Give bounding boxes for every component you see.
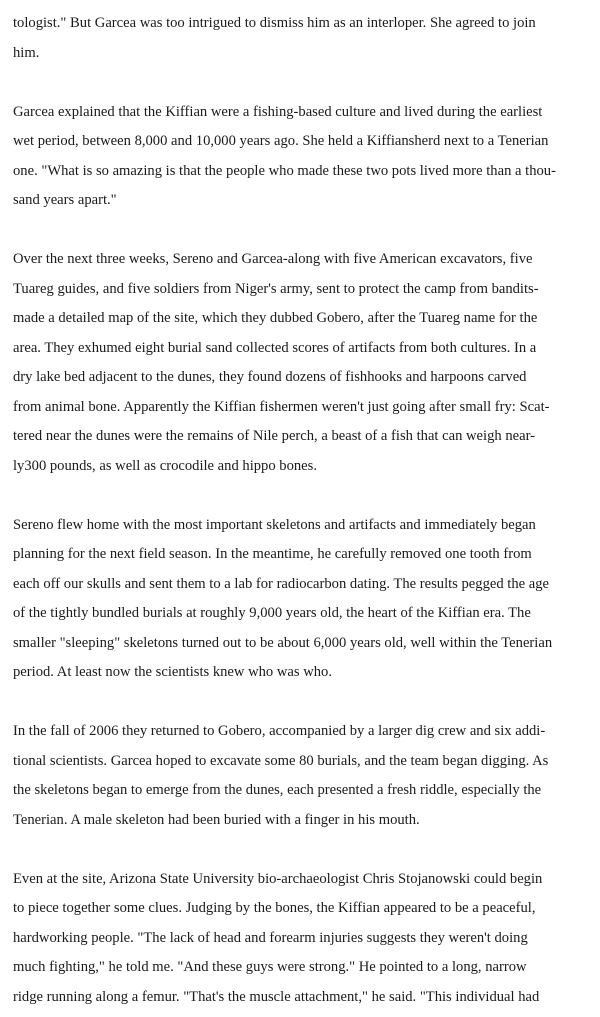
text-line: tered near the dunes were the remains of Nile perch, a beast of a fish that can weigh near- (13, 428, 536, 444)
text-line: from animal bone. Apparently the Kiffian fishermen weren't just going after small fry: Scat- (13, 398, 550, 415)
text-line: to piece together some clues. Judging by the bones, the Kiffian appeared to be a peaceful, (13, 900, 536, 916)
text-line: period. At least now the scientists knew who was who. (13, 664, 332, 680)
text-line: the skeletons began to emerge from the dunes, each presented a fresh riddle, especially the (13, 782, 542, 798)
text-line: Tuareg guides, and five soldiers from Niger's army, sent to protect the camp from bandits- (13, 280, 539, 297)
text-line: wet period, between 8,000 and 10,000 years ago. She held a Kiffiansherd next to a Tenerian (13, 133, 549, 149)
text-line: hardworking people. "The lack of head and forearm injuries suggests they weren't doing (13, 929, 528, 946)
paragraph-6 (13, 865, 595, 1013)
paragraph-2 (13, 98, 595, 216)
text-line: one. "What is so amazing is that the people who made these two pots lived more than a thou- (13, 162, 556, 179)
text-line: Garcea explained that the Kiffian were a fishing-based culture and lived during the earliest (13, 103, 543, 120)
text-line: area. They exhumed eight burial sand collected scores of artifacts from both cultures. In a (13, 339, 537, 356)
text-line: ridge running along a femur. "That's the muscle attachment," he said. "This individual had (13, 988, 540, 1005)
document-page (13, 9, 595, 1012)
paragraph-3 (13, 245, 595, 481)
text-line: of the tightly bundled burials at roughly 9,000 years old, the heart of the Kiffian era. The (13, 605, 531, 621)
paragraph-1 (13, 9, 595, 68)
text-line: much fighting," he told me. "And these guys were strong." He pointed to a long, narrow (13, 959, 527, 975)
text-line: Over the next three weeks, Sereno and Garcea-along with five American excavators, five (13, 251, 533, 267)
text-line: him. (13, 44, 40, 61)
text-line: tional scientists. Garcea hoped to excavate some 80 burials, and the team began digging. As (13, 752, 549, 769)
text-line: planning for the next field season. In the meantime, he carefully removed one tooth from (13, 546, 532, 562)
text-line: ly300 pounds, as well as crocodile and hippo bones. (13, 457, 317, 474)
paragraph-5 (13, 717, 595, 835)
text-line: In the fall of 2006 they returned to Gobero, accompanied by a larger dig crew and six addi- (13, 723, 546, 739)
text-line: tologist." But Garcea was too intrigued to dismiss him as an interloper. She agreed to join (13, 15, 536, 31)
text-line: made a detailed map of the site, which they dubbed Gobero, after the Tuareg name for the (13, 310, 538, 326)
text-line: dry lake bed adjacent to the dunes, they found dozens of fishhooks and harpoons carved (13, 369, 527, 385)
text-line: Sereno flew home with the most important skeletons and artifacts and immediately began (13, 516, 536, 533)
text-line: smaller "sleeping" skeletons turned out to be about 6,000 years old, well within the Tenerian (13, 634, 553, 651)
text-line: Tenerian. A male skeleton had been buried with a finger in his mouth. (13, 811, 420, 828)
text-line: each off our skulls and sent them to a lab for radiocarbon dating. The results pegged the age (13, 575, 550, 592)
text-line: sand years apart." (13, 192, 117, 208)
text-line: Even at the site, Arizona State University bio-archaeologist Chris Stojanowski could begin (13, 870, 543, 887)
paragraph-4 (13, 511, 595, 688)
